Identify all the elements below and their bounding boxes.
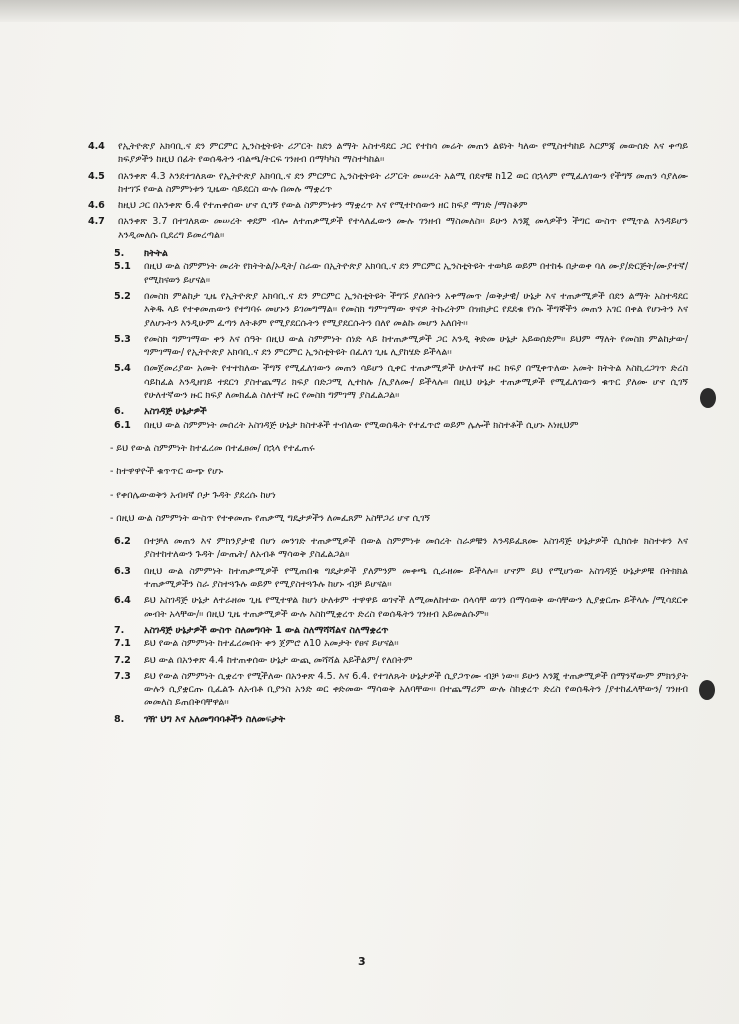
clause-text: በአንቀጽ 3.7 በተገለጸው መሠረት ቀደም ብሎ ለተጠቃሚዎች የተላለፈውን ሙሉ ገንዘብ ማስመለስ፡፡ ይሁን እንጂ መላዎችን ችግር ውስጥ የሚጥል እንዳይሆን እንዲመለሱ ቢደረግ ይመረጣል፡፡ bbox=[118, 216, 688, 241]
clause-number: 7.3 bbox=[114, 670, 131, 682]
section-6-heading: 6. አስገዳጅ ሁኔታዎች bbox=[114, 406, 207, 418]
clause-text: በመስክ ምልከታ ጊዜ የኢትዮጵያ አክባቢ.ና ደን ምርምር ኢንስቲትዩት ችግኙ ያለበትን አቀማመጥ /ወቅታዊ/ ሁኔታ እና ተጠቃሚዎች በደን ልማት አስተዳደር እቅዱ ላይ የተቀመጠውን የተግባሩ መሆኑን ይገመግማል፡፡ የመስክ ግምገማው ዋናዎ ትኩረትም በዝክታር የደደቁ የነሱ ችግኞችን መጠን አገር በቀል የሆኑትን እና ያለሆኑትን እንዲሁም ፈጣን ለትቶም የሚያደርሱትን የሚያደርሱትን በለየ መልኩ መሆን አለበት፡፡ bbox=[144, 290, 688, 329]
section-7-item bbox=[114, 654, 688, 667]
page-number: 3 bbox=[358, 955, 366, 968]
section-5-item bbox=[114, 260, 688, 287]
clause-number: 5.2 bbox=[114, 290, 131, 302]
section-5-heading: 5. ክትትል bbox=[114, 248, 168, 260]
clause-text: በመጀመሪያው አመት የተተከለው ችግኝ የሚፈለገውን መጠን ሳይሆን ሲቀር ተጠቃሚዎች ሁለተኛ ዙር ክፍያ በሚቀጥለው አመት ክትትል እስኪረጋገጥ ድረስ ሳይከፈል እንዲዘገይ ተደርጎ ያስተጨማሪ ክፍያ በድጋሚ ሊተከሉ /ሊያለሙ/ ይችላሉ፡፡ በዚህ ሁኔታ ተጠቃሚዎች የሚፈለገውን ቁጥር ያለሙ ሆኖ ሲገኝ የሁለተኛውን ዙር ክፍያ ለመክፈል ስለተኛ ዙር የመስክ ግምገማ ያስፈልጋል፡፡ bbox=[144, 363, 688, 402]
document-body bbox=[88, 140, 688, 726]
clause-text: በአንቀጽ 4.3 እንደተገለጸው የኢትዮጵያ አክባቢ.ና ደን ምርምር ኢንስቲትዩት ሪፖርት መሠረት አልሚ በደኖቹ ከ12 ወር በኋላም የሚፈለገውን የችግኝ መጠን ሳያለሙ ከተገኙ የውል ስምምነቱን ጊዜው ሳይደርስ ውሉ በመሉ ማቋረጥ bbox=[118, 170, 688, 195]
clause-text: በተቻለ መጠን እና ምክንያታዊ በሆነ መንገድ ተጠቃሚዎች በውል ስምምነቱ መሰረት ስራዎቹን እንዳይፈጸሙ አስገዳጅ ሁኔታዎች ሲከሰቱ ክስተቱን እና ያስተከተለውን ጉዳት /ውጤት/ ለአብቶ ማሳወቅ ያስፈልጋል፡፡ bbox=[144, 536, 688, 561]
clause-text: ይህ የውል ስምምነት ከተፈረመበት ቀን ጀምሮ ለ10 አመታት የፀና ይሆናል፡፡ bbox=[144, 638, 399, 650]
clause-text: የኢትዮጵያ አክባቢ.ና ደን ምርምር ኢንስቲትዩት ሪፖርት ከደን ልማት አስተዳደር ጋር የተከሳ መሬት መጠን ልዩነት ካለው የሚስተካከይ እርምጃ መውሰድ እና ቀጣይ ክፍያዎችን ከዚህ በፊት የወሰዱትን ብልጫ/ትርፍ ገንዘብ በማካካስ ማስተካከል፡፡ bbox=[118, 141, 688, 166]
section-6-1: 6.1 በዚህ ውል ስምምነት መሰረት አስገዳጅ ሁኔታ ክስተቶች ተብለው የሚወሰዱት የተፈጥሮ ወይም ሌሎች ክስተቶች ሲሆኑ እነዚህም bbox=[114, 419, 579, 431]
clause-number: 7.2 bbox=[114, 654, 131, 666]
condition-list-item: - ከተዋዋዮች ቁጥጥር ውጭ የሆኑ bbox=[110, 466, 224, 478]
clause-text: ከዚህ ጋር በአንቀጽ 6.4 የተጠቀሰው ሆኖ ሲገኝ የውል ስምምነቱን ማቋረጥ እና የሚተኮሰውን ዘር ክፍያ ማገድ /ማስቆም bbox=[118, 200, 528, 212]
section-item bbox=[88, 199, 688, 212]
section-5-item bbox=[114, 290, 688, 330]
clause-text: ይህ የውል ስምምነት ሲቋረጥ የሚችለው በአንቀጽ 4.5. እና 6.4. የተገለጹት ሁኔታዎች ሲያጋጥሙ ብቻ ነው፡፡ ይሁን እንጂ ተጠቃሚዎች በማንኛውም ምክንያት ውሉን ሲያቋርጡ ቢፈልጉ ለአብቶ ቢያንስ አንድ ወር ቀድመው ማሳወቅ አለባቸው፡፡ በተጨማሪም ውሉ ስከቋረጥ ድረስ የወሰዱትን /ያተከፈላቸውን/ ገንዘብ መመለስ ይጠበቅባቸዋል፡፡ bbox=[144, 670, 688, 709]
clause-number: 5.4 bbox=[114, 363, 131, 375]
clause-text: የመስክ ግምገማው ቀን እና ሰዓት በዚህ ውል ስምምነት ሰነድ ላይ ከተጠቃሚዎች ጋር እንዲ ቅድመ ሁኔታ አይወሰድም፡፡ ይህም ማለት የመስክ ምልከታው/ግምገማው/ የኢትዮጵያ አክባቢ.ና ደን ምርምር ኢንስቲትዩት በፈለገ ጊዜ ሊያከሄድ ይችላል፡፡ bbox=[144, 333, 688, 359]
condition-list-item: - ይህ የውል ስምምነት ከተፈረመ በተፈፀመ/ በኋላ የተፈጠሩ bbox=[110, 442, 315, 454]
clause-number: 4.4 bbox=[88, 141, 105, 152]
section-7-item bbox=[114, 670, 688, 710]
section-5-item bbox=[114, 362, 688, 402]
clause-number: 6.4 bbox=[114, 595, 131, 607]
clause-number: 5.1 bbox=[114, 261, 131, 273]
punch-hole-bottom bbox=[699, 680, 715, 700]
section-item bbox=[88, 215, 688, 242]
clause-number: 6.2 bbox=[114, 536, 131, 548]
clause-text: ይህ አስገዳጅ ሁኔታ ለተራዘመ ጊዜ የሚተዋል ከሆነ ሁለቱም ተዋዋይ ወገኖች ለሚመለከተው ሰላሳቸ ወገን በማሳወቅ ውሳቸውን ሊያቋርጡ ይችላሉ /ሚሳደርቀ መብት አላቸው/፡፡ በዚህ ጊዜ ተጠቃሚዎች ውሉ እስከሚቋረጥ ድረስ የወሰዱትን ገንዘብ አይመልሱም፡፡ bbox=[144, 595, 688, 620]
condition-list-item: - የቀበሌውወቅን አብዛኛ ቦታ ጉዳት ያደረሱ ከሆነ bbox=[110, 489, 276, 501]
section-item bbox=[88, 140, 688, 167]
clause-text: በዚህ ውል ስምምነት መሪት የክትትል/ኦዲት/ ስራው በኢትዮጵያ አክባቢ.ና ደን ምርምር ኢንስቲትዩት ተወካይ ወይም በተከፋ በታወቀ ባለ ሙያ/ድርጅት/ሙያተኛ/ የሚከናወን ይሆናል፡፡ bbox=[144, 261, 688, 286]
section-5-item bbox=[114, 333, 688, 360]
section-7-heading: 7. አስገዳጅ ሁኔታዎች ውስጥ ስለመግባት 1 ውል ስለማሻሻልና ስለማቋረጥ bbox=[114, 624, 389, 636]
page-top-edge bbox=[0, 0, 739, 22]
clause-text: ይህ ውል በአንቀጽ 4.4 ከተጠቀሰው ሁኔታ ውጪ መሻሻል አይችልም/ የለበትም bbox=[144, 654, 413, 666]
section-6-item bbox=[114, 565, 688, 592]
clause-number: 4.5 bbox=[88, 170, 105, 182]
clause-text: በዚህ ውል ስምምነት ከተጠቃሚዎች የሚጠበቁ ግዴታዎች ያለምንም መቀጫ ሲራዘሙ ይችላሉ፡፡ ሆኖም ይህ የሚሆነው አስገዳጅ ሁኔታዎቹ በትክክል ተጠቃሚዎችን ስራ ያስተጓጉሉ ወይም የሚያስተጓጉሉ ከሆኑ ብቻ ይሆናል፡፡ bbox=[144, 565, 688, 591]
condition-list-item: - በዚህ ውል ስምምነት ውስጥ የተቀመጡ የጠቃሚ ግዴታዎችን ለመፈጸም አስቸጋሪ ሆኖ ሲገኝ bbox=[110, 512, 430, 524]
section-6-item bbox=[114, 594, 688, 621]
clause-number: 4.7 bbox=[88, 216, 105, 228]
section-8-heading: 8. ገዥ ህግ እና አለመግባባቶችን ስለመፍታት bbox=[114, 713, 286, 725]
clause-number: 5.3 bbox=[114, 333, 131, 345]
clause-number: 7.1 bbox=[114, 638, 131, 650]
clause-number: 6.3 bbox=[114, 565, 131, 577]
section-6-item bbox=[114, 535, 688, 562]
clause-number: 4.6 bbox=[88, 200, 105, 212]
section-item bbox=[88, 170, 688, 197]
punch-hole-top bbox=[700, 388, 716, 408]
section-7-item bbox=[114, 637, 688, 650]
